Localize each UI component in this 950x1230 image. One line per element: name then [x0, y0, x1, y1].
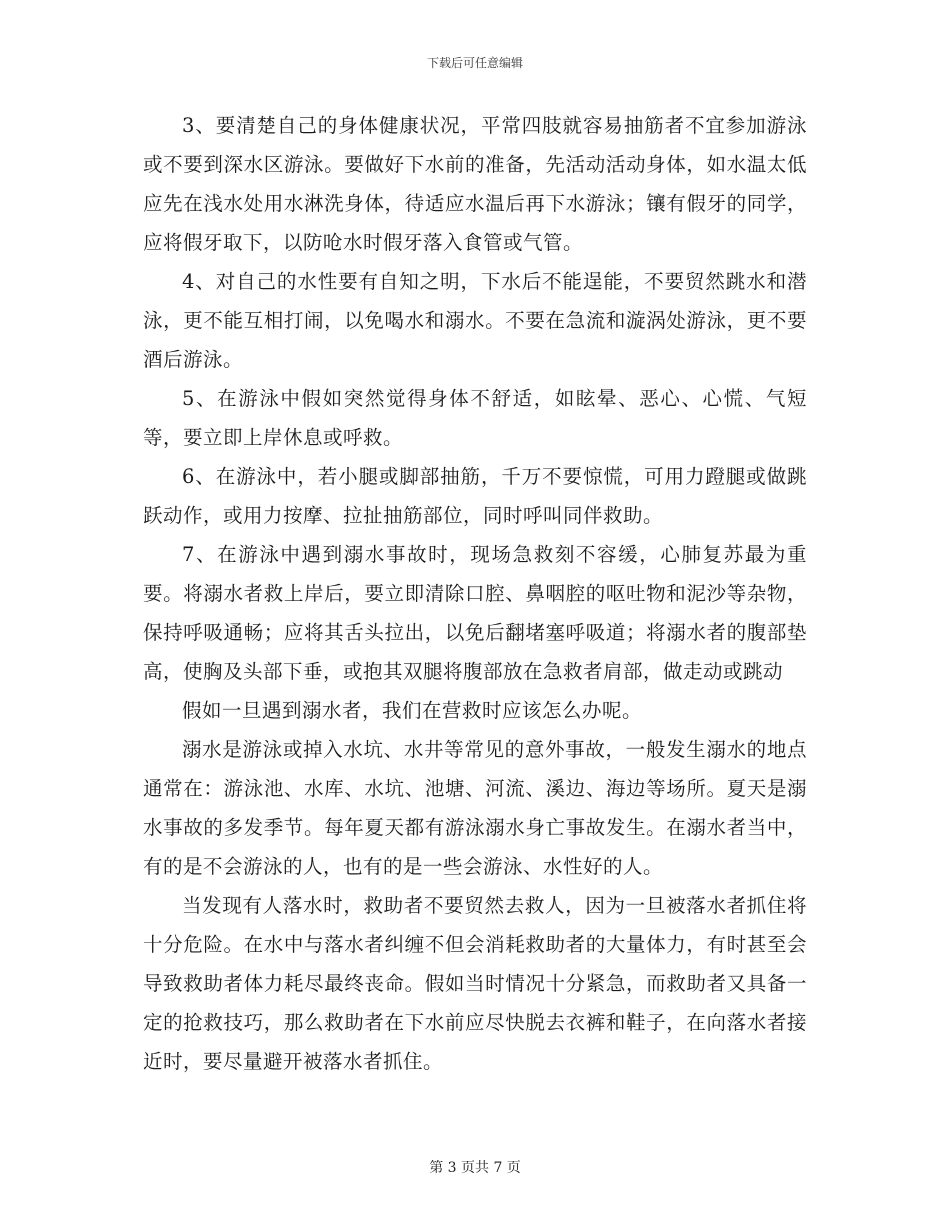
paragraph-drowning-overview: 溺水是游泳或掉入水坑、水井等常见的意外事故，一般发生溺水的地点通常在：游泳池、水库、水坑、池塘、河流、溪边、海边等场所。夏天是溺水事故的多发季节。每年夏天都有游泳溺水身亡事故发生。在溺水者当中，有的是不会游泳的人，也有的是一些会游泳、水性好的人。 — [143, 738, 807, 878]
paragraph-item-7: 7、在游泳中遇到溺水事故时，现场急救刻不容缓，心肺复苏最为重要。将溺水者救上岸后，要立即清除口腔、鼻咽腔的呕吐物和泥沙等杂物，保持呼吸通畅；应将其舌头拉出，以免后翻堵塞呼吸道；将溺水者的腹部垫高，使胸及头部下垂，或抱其双腿将腹部放在急救者肩部，做走动或跳动 — [143, 543, 807, 683]
paragraph-item-5: 5、在游泳中假如突然觉得身体不舒适，如眩晕、恶心、心慌、气短等，要立即上岸休息或呼救。 — [143, 387, 807, 449]
page-number: 第 3 页共 7 页 — [429, 1160, 521, 1176]
paragraph-question: 假如一旦遇到溺水者，我们在营救时应该怎么办呢。 — [182, 699, 643, 722]
paragraph-item-6: 6、在游泳中，若小腿或脚部抽筋，千万不要惊慌，可用力蹬腿或做跳跃动作，或用力按摩、拉扯抽筋部位，同时呼叫同伴救助。 — [143, 465, 807, 527]
paragraph-item-4: 4、对自己的水性要有自知之明，下水后不能逞能，不要贸然跳水和潜泳，更不能互相打闹，以免喝水和溺水。不要在急流和漩涡处游泳，更不要酒后游泳。 — [143, 270, 807, 371]
paragraph-item-3: 3、要清楚自己的身体健康状况，平常四肢就容易抽筋者不宜参加游泳或不要到深水区游泳。要做好下水前的准备，先活动活动身体，如水温太低应先在浅水处用水淋洗身体，待适应水温后再下水游泳；镶有假牙的同学，应将假牙取下，以防呛水时假牙落入食管或气管。 — [143, 114, 807, 254]
document-body — [143, 106, 807, 1081]
page-header: 下载后可任意编辑 — [426, 56, 523, 70]
paragraph-rescue-advice: 当发现有人落水时，救助者不要贸然去救人，因为一旦被落水者抓住将十分危险。在水中与落水者纠缠不但会消耗救助者的大量体力，有时甚至会导致救助者体力耗尽最终丧命。假如当时情况十分紧急，而救助者又具备一定的抢救技巧，那么救助者在下水前应尽快脱去衣裤和鞋子，在向落水者接近时，要尽量避开被落水者抓住。 — [143, 894, 807, 1073]
